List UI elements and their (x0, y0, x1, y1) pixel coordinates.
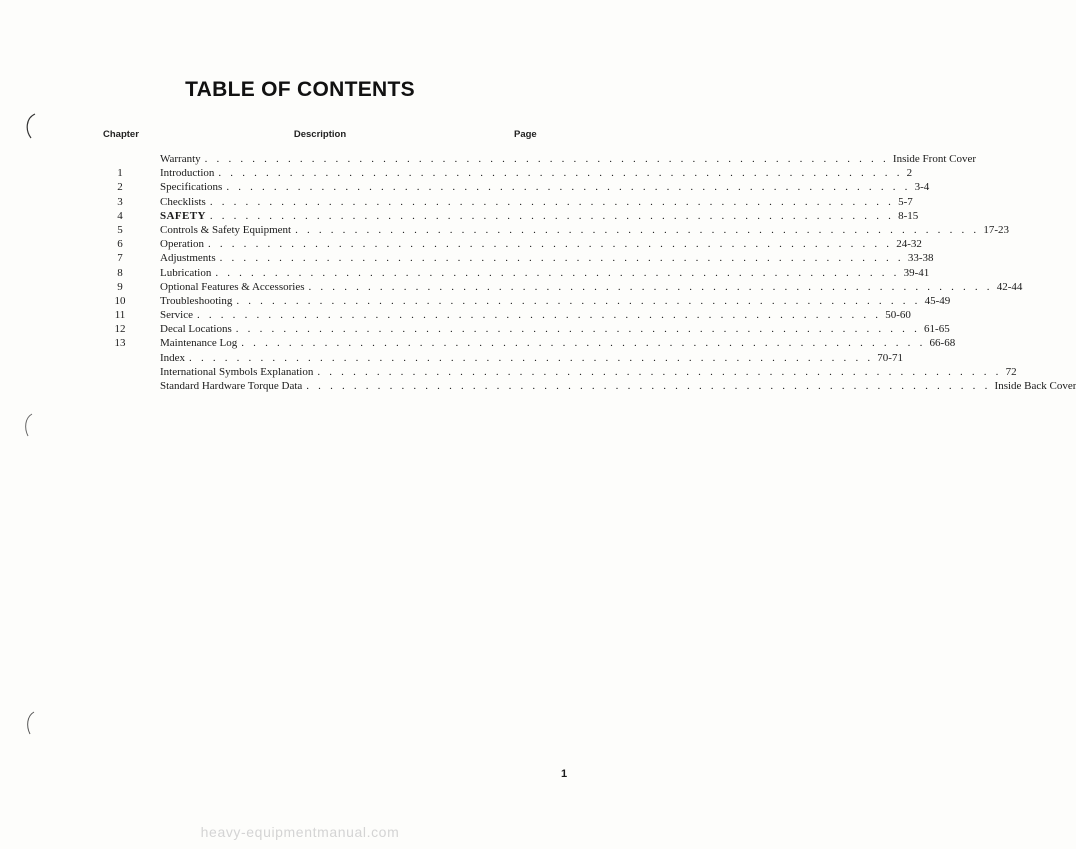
entry-description: Controls & Safety Equipment (160, 223, 292, 236)
dot-leader: . . . . . . . . . . . . . . . . . . . . . . . . . . . . . . . . . . . . . . . . . . . . . . . . . . . . . . . . . . (218, 167, 903, 180)
chapter-number: 8 (117, 266, 123, 279)
entry-description: Standard Hardware Torque Data (160, 380, 303, 392)
chapter-number: 9 (117, 280, 123, 293)
toc-row (0, 166, 913, 180)
chapter-number: 3 (117, 195, 123, 208)
entry-page: 2 (906, 167, 913, 180)
entry-page: 17-23 (983, 223, 1009, 236)
entry-description: Maintenance Log (160, 337, 238, 350)
toc-row (0, 280, 1023, 294)
entry-description: Introduction (160, 167, 215, 180)
toc-entry-line (160, 266, 930, 280)
dot-leader: . . . . . . . . . . . . . . . . . . . . . . . . . . . . . . . . . . . . . . . . . . . . . . . . . . . . . . . . . . (215, 266, 900, 279)
entry-page: 33-38 (907, 252, 934, 265)
toc-entry-line (160, 237, 922, 251)
entry-description: Checklists (160, 195, 206, 208)
toc-list (0, 152, 1076, 393)
entry-page: Inside Front Cover (892, 153, 977, 165)
page-title: TABLE OF CONTENTS (185, 78, 415, 101)
chapter-number: 7 (117, 252, 123, 265)
footer-watermark: heavy-equipmentmanual.com (200, 824, 400, 840)
toc-entry-line (160, 365, 1017, 379)
binding-hole-mark-middle (20, 412, 36, 440)
entry-description: Warranty (160, 153, 201, 165)
toc-row (0, 351, 903, 365)
entry-description: SAFETY (160, 209, 206, 222)
entry-description: International Symbols Explanation (160, 365, 314, 378)
page-number: 1 (561, 768, 568, 780)
dot-leader: . . . . . . . . . . . . . . . . . . . . . . . . . . . . . . . . . . . . . . . . . . . . . . . . . . . . . . . . . . (308, 280, 993, 293)
entry-description: Lubrication (160, 266, 212, 279)
page-column-header: Page (514, 129, 537, 140)
dot-leader: . . . . . . . . . . . . . . . . . . . . . . . . . . . . . . . . . . . . . . . . . . . . . . . . . . . . . . . . . . (226, 181, 911, 194)
entry-page: 8-15 (898, 209, 919, 222)
toc-row (0, 379, 1076, 393)
chapter-number: 2 (117, 181, 123, 194)
entry-page: 50-60 (885, 309, 911, 322)
chapter-number: 13 (114, 337, 126, 350)
chapter-number: 11 (114, 309, 126, 322)
chapter-number: 6 (117, 238, 123, 251)
toc-row (0, 336, 956, 350)
toc-entry-line (160, 209, 919, 223)
chapter-number: 1 (117, 167, 123, 180)
toc-row (0, 322, 950, 336)
entry-description: Adjustments (160, 252, 216, 265)
toc-entry-line (160, 152, 977, 166)
toc-entry-line (160, 322, 950, 336)
entry-page: 42-44 (996, 280, 1023, 293)
entry-description: Troubleshooting (160, 294, 233, 307)
toc-row (0, 152, 977, 166)
entry-description: Optional Features & Accessories (160, 280, 305, 293)
entry-page: 3-4 (914, 181, 930, 194)
dot-leader: . . . . . . . . . . . . . . . . . . . . . . . . . . . . . . . . . . . . . . . . . . . . . . . . . . . . . . . . . . (204, 153, 889, 165)
chapter-number: 12 (114, 323, 126, 336)
binding-hole-mark-bottom (22, 710, 38, 738)
dot-leader: . . . . . . . . . . . . . . . . . . . . . . . . . . . . . . . . . . . . . . . . . . . . . . . . . . . . . . . . . . (219, 252, 904, 265)
toc-row (0, 223, 1009, 237)
toc-entry-line (160, 166, 913, 180)
dot-leader: . . . . . . . . . . . . . . . . . . . . . . . . . . . . . . . . . . . . . . . . . . . . . . . . . . . . . . . . . . (236, 294, 921, 307)
entry-page: 45-49 (924, 294, 951, 307)
toc-row (0, 237, 922, 251)
entry-description: Service (160, 309, 193, 322)
entry-description: Decal Locations (160, 323, 232, 336)
dot-leader: . . . . . . . . . . . . . . . . . . . . . . . . . . . . . . . . . . . . . . . . . . . . . . . . . . . . . . . . . . (235, 323, 921, 336)
entry-page: 70-71 (877, 351, 903, 364)
entry-page: 61-65 (924, 323, 950, 336)
toc-row (0, 195, 913, 209)
toc-entry-line (160, 280, 1023, 294)
entry-page: Inside Back Cover (994, 380, 1076, 392)
toc-row (0, 266, 930, 280)
chapter-column-header: Chapter (103, 129, 139, 140)
entry-page: 24-32 (896, 238, 922, 251)
entry-description: Index (160, 351, 186, 364)
toc-entry-line (160, 223, 1009, 237)
entry-description: Specifications (160, 181, 223, 194)
toc-row (0, 180, 930, 194)
toc-row (0, 294, 951, 308)
entry-page: 66-68 (929, 337, 956, 350)
dot-leader: . . . . . . . . . . . . . . . . . . . . . . . . . . . . . . . . . . . . . . . . . . . . . . . . . . . . . . . . . . (295, 223, 980, 236)
toc-entry-line (160, 180, 930, 194)
entry-page: 5-7 (898, 195, 913, 208)
dot-leader: . . . . . . . . . . . . . . . . . . . . . . . . . . . . . . . . . . . . . . . . . . . . . . . . . . . . . . . . . . (196, 309, 882, 322)
entry-page: 39-41 (903, 266, 930, 279)
dot-leader: . . . . . . . . . . . . . . . . . . . . . . . . . . . . . . . . . . . . . . . . . . . . . . . . . . . . . . . . . . (317, 365, 1002, 378)
toc-entry-line (160, 379, 1076, 393)
toc-entry-line (160, 251, 934, 265)
chapter-number: 4 (117, 209, 123, 222)
dot-leader: . . . . . . . . . . . . . . . . . . . . . . . . . . . . . . . . . . . . . . . . . . . . . . . . . . . . . . . . . . (207, 238, 893, 251)
dot-leader: . . . . . . . . . . . . . . . . . . . . . . . . . . . . . . . . . . . . . . . . . . . . . . . . . . . . . . . . . . (209, 209, 895, 222)
toc-row (0, 209, 919, 223)
toc-row (0, 251, 934, 265)
toc-entry-line (160, 195, 913, 209)
toc-entry-line (160, 308, 911, 322)
toc-row (0, 308, 911, 322)
dot-leader: . . . . . . . . . . . . . . . . . . . . . . . . . . . . . . . . . . . . . . . . . . . . . . . . . . . . . . . . . . (209, 195, 895, 208)
toc-row (0, 365, 1017, 379)
entry-page: 72 (1005, 365, 1017, 378)
dot-leader: . . . . . . . . . . . . . . . . . . . . . . . . . . . . . . . . . . . . . . . . . . . . . . . . . . . . . . . . . . (241, 337, 926, 350)
dot-leader: . . . . . . . . . . . . . . . . . . . . . . . . . . . . . . . . . . . . . . . . . . . . . . . . . . . . . . . . . . (189, 351, 874, 364)
toc-entry-line (160, 294, 951, 308)
chapter-number: 5 (117, 223, 123, 236)
description-column-header: Description (293, 129, 347, 140)
chapter-number: 10 (114, 294, 126, 307)
toc-entry-line (160, 336, 956, 350)
dot-leader: . . . . . . . . . . . . . . . . . . . . . . . . . . . . . . . . . . . . . . . . . . . . . . . . . . . . . . . . . . (306, 380, 991, 392)
toc-entry-line (160, 351, 903, 365)
entry-description: Operation (160, 238, 204, 251)
